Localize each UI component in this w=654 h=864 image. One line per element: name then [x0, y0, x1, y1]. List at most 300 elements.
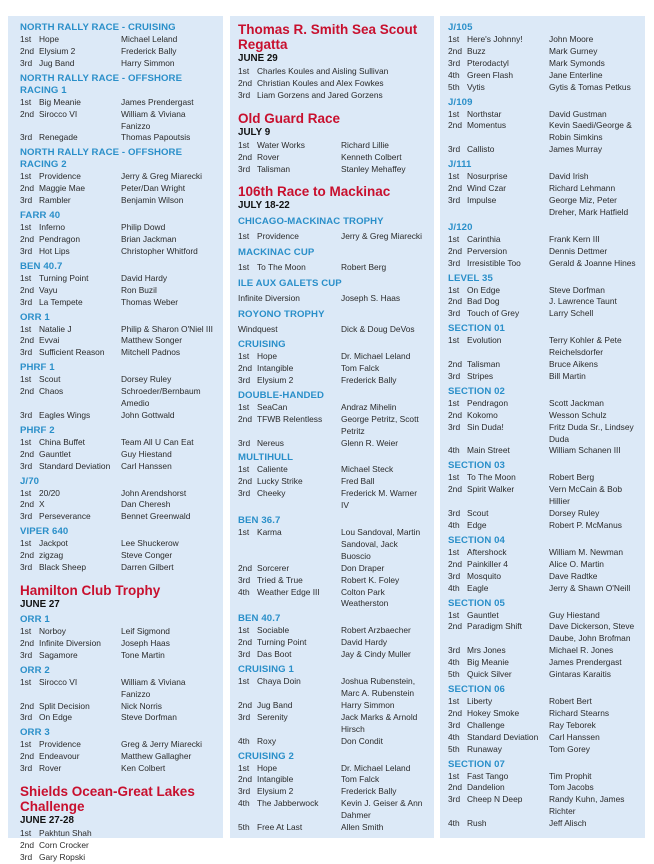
section-heading: CHICAGO-MACKINAC TROPHY [238, 216, 384, 228]
result-row [238, 351, 426, 363]
owner-name: Joshua Rubenstein, Marc A. Rubenstein [341, 676, 416, 698]
place-label: 2nd [238, 151, 252, 162]
result-row [20, 195, 215, 207]
event-title: Shields Ocean-Great Lakes Challenge [20, 784, 195, 815]
owner-name: Guy Hiestand [121, 448, 172, 459]
results-section [20, 312, 215, 360]
result-row [238, 625, 426, 637]
place-label: 1st [20, 222, 32, 233]
place-label: 1st [448, 34, 460, 44]
place-label: 2nd [238, 774, 252, 785]
result-row [448, 234, 637, 246]
place-label: 1st [20, 739, 32, 750]
owner-name: Tom Jacobs [549, 782, 594, 793]
result-row [20, 58, 215, 70]
place-label: 1st [448, 233, 460, 244]
boat-name: Vayu [39, 284, 58, 295]
owner-name: Bruce Aikens [549, 359, 598, 370]
place-label: 1st [448, 695, 460, 706]
boat-name: Elysium 2 [39, 45, 76, 56]
owner-name: Harry Simmon [121, 57, 175, 68]
place-label: 2nd [20, 550, 34, 561]
boat-name: Dandelion [467, 782, 505, 793]
place-label: 3rd [448, 645, 461, 656]
boat-name: Main Street [467, 445, 510, 456]
boat-name: SeaCan [257, 401, 288, 412]
boat-name: Chaos [39, 386, 64, 397]
boat-name: Carinthia [467, 233, 501, 244]
result-row [238, 712, 426, 736]
owner-name: Jerry & Greg Miarecki [121, 171, 202, 182]
result-row [448, 183, 637, 195]
result-row [448, 171, 637, 183]
boat-name: Pakhtun Shah [39, 828, 92, 839]
section-heading: J/105 [448, 22, 473, 33]
owner-name: Dr. Michael Leland [341, 351, 411, 362]
place-label: 2nd [20, 108, 34, 119]
result-row [448, 794, 637, 818]
owner-name: Gintaras Karaitis [549, 669, 611, 680]
result-row [238, 293, 426, 305]
result-row [20, 677, 215, 701]
result-row [448, 285, 637, 297]
results-section [448, 22, 637, 94]
place-label: 1st [448, 335, 460, 346]
place-label: 1st [20, 828, 32, 839]
owner-name: Nick Norris [121, 700, 162, 711]
place-label: 5th [448, 81, 460, 92]
owner-name: Mark Symonds [549, 57, 605, 68]
boat-name: Sirocco VI [39, 676, 78, 687]
result-row [448, 782, 637, 794]
place-label: 2nd [448, 45, 462, 56]
place-label: 4th [448, 657, 460, 668]
place-label: 2nd [448, 245, 462, 256]
section-heading: J/111 [448, 159, 472, 171]
result-row [448, 645, 637, 657]
owner-name: Matthew Gallagher [121, 751, 192, 762]
results-column-1 [8, 16, 223, 862]
owner-name: Steve Dorfman [121, 712, 177, 723]
result-row [238, 324, 426, 336]
result-row [448, 58, 637, 70]
place-label: 3rd [20, 195, 33, 206]
result-row [20, 335, 215, 347]
results-section [238, 247, 426, 274]
result-row [238, 78, 426, 90]
results-section [238, 751, 426, 834]
boat-name: Liberty [467, 695, 493, 706]
boat-name: Talisman [467, 359, 501, 370]
owner-name: James Prendergast [549, 657, 622, 668]
boat-name: Jackpot [39, 538, 68, 549]
owner-name: Randy Kuhn, James Richter [549, 794, 625, 817]
boat-name: Big Meanie [467, 657, 509, 668]
place-label: 2nd [20, 839, 34, 850]
owner-name: Dorsey Ruley [549, 508, 600, 519]
boat-name: Impulse [467, 194, 497, 205]
result-row [238, 90, 426, 102]
owner-name: Frederick Bally [341, 786, 397, 797]
event-date: JULY 9 [238, 126, 271, 138]
event-date: JUNE 27 [20, 599, 60, 610]
boat-name: China Buffet [39, 436, 85, 447]
place-label: 3rd [20, 409, 33, 420]
owner-name: David Hardy [121, 272, 168, 283]
result-row [20, 840, 215, 852]
boat-name: Mrs Jones [467, 645, 506, 656]
owner-name: Frederick Bally [341, 374, 397, 385]
place-label: 3rd [238, 163, 251, 174]
section-heading: ILE AUX GALETS CUP [238, 278, 342, 290]
place-label: 2nd [448, 120, 462, 131]
result-row [448, 296, 637, 308]
section-heading: FARR 40 [20, 210, 61, 222]
result-row [20, 550, 215, 562]
boat-name: Kokomo [467, 409, 498, 420]
result-row [20, 461, 215, 473]
results-section [20, 73, 215, 145]
result-row [20, 347, 215, 359]
result-row [238, 66, 426, 78]
boat-name: Turning Point [257, 637, 307, 648]
boat-name: Sufficient Reason [39, 347, 105, 358]
place-label: 1st [448, 397, 460, 408]
place-label: 1st [20, 171, 32, 182]
place-label: 3rd [448, 421, 461, 432]
owner-name: Richard Lehmann [549, 183, 616, 194]
boat-name: Edge [467, 520, 487, 530]
place-label: 3rd [20, 132, 33, 143]
owner-name: Tom Falck [341, 774, 380, 785]
owner-name: Benjamin Wilson [121, 195, 184, 206]
place-label: 2nd [238, 77, 252, 88]
owner-name: Vern McCain & Bob Hillier [549, 484, 623, 507]
owner-name: Mitchell Padnos [121, 347, 181, 358]
section-heading: SECTION 04 [448, 534, 505, 546]
boat-name: Weather Edge III [257, 586, 320, 597]
place-label: 2nd [238, 562, 252, 573]
owner-name: Frederick Bally [121, 45, 177, 56]
boat-name: Bad Dog [467, 296, 500, 307]
result-row [448, 744, 637, 756]
section-heading: SECTION 02 [448, 385, 505, 397]
results-section [238, 309, 426, 336]
section-heading: MULTIHULL [238, 452, 294, 464]
result-row [238, 798, 426, 822]
result-row [448, 308, 637, 320]
results-list [238, 66, 426, 102]
owner-name: William & Viviana Fanizzo [121, 676, 186, 699]
place-label: 1st [448, 284, 460, 295]
place-label: 4th [448, 445, 460, 456]
owner-name: Wesson Schulz [549, 409, 607, 420]
boat-name: Mosquito [467, 570, 501, 581]
boat-name: Hokey Smoke [467, 707, 520, 718]
section-heading: CRUISING [238, 339, 286, 351]
place-label: 2nd [448, 707, 462, 718]
result-row [20, 171, 215, 183]
owner-name: James Murray [549, 144, 603, 155]
boat-name: Das Boot [257, 649, 292, 660]
boat-name: Cheep N Deep [467, 794, 523, 805]
boat-name: Spirit Walker [467, 484, 515, 495]
result-row [238, 649, 426, 661]
place-label: 3rd [238, 786, 251, 797]
boat-name: Irresistible Too [467, 257, 521, 268]
result-row [20, 246, 215, 258]
section-heading: LEVEL 35 [448, 272, 493, 284]
section-heading: ORR 1 [20, 311, 50, 323]
owner-name: Stanley Mehaffey [341, 163, 406, 174]
result-row [20, 285, 215, 297]
result-row [20, 638, 215, 650]
owner-name: Ken Colbert [121, 763, 166, 774]
place-label: 2nd [238, 362, 252, 373]
result-row [238, 231, 426, 243]
boat-name: X [39, 499, 45, 510]
result-row [238, 575, 426, 587]
boat-name: Karma [257, 527, 282, 538]
boat-name: Fast Tango [467, 770, 509, 781]
results-section [448, 598, 637, 681]
place-label: 1st [20, 626, 32, 636]
owner-name: Richard Stearns [549, 707, 610, 718]
place-label: 2nd [448, 409, 462, 420]
place-label: 3rd [238, 649, 251, 660]
place-label: 3rd [20, 245, 33, 256]
owner-name: Lee Shuckerow [121, 538, 179, 549]
owner-name: Ron Buzil [121, 284, 157, 295]
owner-name: Tom Gorey [549, 743, 590, 754]
boat-name: Providence [39, 739, 81, 750]
owner-name: Guy Hiestand [549, 609, 600, 620]
result-row [238, 363, 426, 375]
place-label: 3rd [20, 851, 33, 862]
owner-name: Tom Falck [341, 362, 380, 373]
boat-name: Hope [257, 351, 278, 362]
result-row [20, 132, 215, 144]
result-row [238, 822, 426, 834]
boat-name: Evolution [467, 335, 502, 346]
place-label: 3rd [20, 296, 33, 307]
section-heading: ORR 3 [20, 727, 50, 739]
owner-name: Carl Hanssen [121, 460, 172, 471]
results-section [448, 386, 637, 458]
result-row [20, 626, 215, 638]
owner-name: Don Condit [341, 735, 383, 746]
place-label: 2nd [20, 45, 34, 56]
section-heading: SECTION 06 [448, 683, 505, 695]
place-label: 4th [448, 520, 460, 530]
results-section [238, 216, 426, 243]
boat-name: Serenity [257, 711, 288, 722]
owner-name: Alice O. Martin [549, 558, 604, 569]
section-heading: ORR 1 [20, 614, 50, 625]
boat-name: Wind Czar [467, 183, 507, 194]
result-row [448, 708, 637, 720]
place-label: 5th [238, 822, 250, 833]
result-row [20, 386, 215, 410]
boat-name: Liam Gorzens and Jared Gorzens [257, 89, 383, 100]
owner-name: Gytis & Tomas Petkus [549, 81, 631, 92]
owner-name: Jack Marks & Arnold Hirsch [341, 711, 418, 734]
boat-name: Talisman [257, 163, 291, 174]
place-label: 2nd [448, 558, 462, 569]
boat-name: Endeavour [39, 751, 80, 762]
place-label: 3rd [20, 460, 33, 471]
place-label: 2nd [20, 233, 34, 244]
owner-name: David Gustman [549, 108, 607, 119]
place-label: 5th [448, 669, 460, 680]
place-label: 1st [238, 66, 250, 76]
boat-name: Here's Johnny! [467, 34, 523, 44]
section-heading: NORTH RALLY RACE - OFFSHORE RACING 1 [20, 72, 183, 96]
result-row [238, 164, 426, 176]
owner-name: Dave Dickerson, Steve Daube, John Brofman [549, 621, 635, 644]
boat-name: Stripes [467, 370, 494, 381]
results-section [238, 452, 426, 512]
result-row [20, 712, 215, 724]
owner-name: George Miz, Peter Dreher, Mark Hatfield [549, 194, 629, 217]
boat-name: Gauntlet [467, 609, 499, 620]
place-label: 1st [20, 487, 32, 498]
result-row [20, 183, 215, 195]
owner-name: Steve Dorfman [549, 284, 605, 295]
section-heading: SECTION 03 [448, 460, 505, 472]
result-row [448, 559, 637, 571]
place-label: 1st [448, 108, 460, 119]
owner-name: Kevin J. Geiser & Ann Dahmer [341, 798, 423, 821]
result-row [238, 637, 426, 649]
results-section [238, 339, 426, 387]
result-row [238, 676, 426, 700]
result-row [448, 398, 637, 410]
result-row [448, 335, 637, 359]
place-label: 2nd [20, 386, 34, 397]
result-row [20, 751, 215, 763]
owner-name: Robert Berg [341, 262, 387, 273]
boat-name: Sin Duda! [467, 421, 504, 432]
result-row [448, 422, 637, 446]
owner-name: Glenn R. Weier [341, 437, 399, 448]
result-row [448, 508, 637, 520]
place-label: 1st [20, 34, 32, 44]
result-row [20, 374, 215, 386]
owner-name: Jerry & Greg Miarecki [341, 231, 422, 242]
place-label: 4th [448, 818, 460, 829]
place-label: 3rd [448, 719, 461, 730]
results-section [20, 614, 215, 662]
owner-name: Larry Schell [549, 308, 594, 319]
boat-name: On Edge [39, 712, 73, 723]
boat-name: Vytis [467, 81, 485, 92]
owner-name: Jane Enterline [549, 69, 603, 80]
boat-name: Painkiller 4 [467, 558, 508, 569]
result-row [448, 732, 637, 744]
boat-name: Pendragon [467, 397, 508, 408]
results-section [20, 526, 215, 574]
place-label: 3rd [238, 711, 251, 722]
boat-name: Hope [257, 762, 278, 773]
section-heading: BEN 40.7 [20, 260, 63, 272]
result-row [20, 701, 215, 713]
place-label: 3rd [20, 649, 33, 660]
place-label: 3rd [20, 57, 33, 68]
place-label: 1st [448, 609, 460, 620]
boat-name: La Tempete [39, 296, 83, 307]
results-section [238, 613, 426, 661]
place-label: 3rd [238, 574, 251, 585]
boat-name: Providence [257, 231, 299, 242]
boat-name: Black Sheep [39, 562, 87, 573]
place-label: 2nd [20, 183, 34, 194]
owner-name: George Petritz, Scott Petritz [341, 413, 419, 436]
place-label: 1st [448, 472, 460, 483]
result-row [238, 438, 426, 450]
section-heading: SECTION 07 [448, 758, 505, 770]
boat-name: To The Moon [467, 472, 516, 483]
place-label: 3rd [238, 374, 251, 385]
result-row [20, 34, 215, 46]
event-title: Thomas R. Smith Sea Scout Regatta [238, 22, 418, 52]
place-label: 2nd [448, 183, 462, 194]
results-section [448, 684, 637, 756]
place-label: 3rd [448, 570, 461, 581]
result-row [238, 476, 426, 488]
event-title: Old Guard Race [238, 110, 341, 126]
place-label: 3rd [238, 437, 251, 448]
result-row [448, 144, 637, 156]
boat-name: Renegade [39, 132, 78, 143]
result-row [20, 410, 215, 422]
boat-name: Providence [39, 171, 81, 182]
place-label: 2nd [20, 637, 34, 648]
place-label: 3rd [20, 511, 33, 522]
boat-name: Nereus [257, 437, 284, 448]
place-label: 1st [238, 762, 250, 773]
owner-name: Colton Park Weatherston [341, 586, 389, 609]
result-row [448, 520, 637, 532]
owner-name: Thomas Papoutsis [121, 132, 191, 143]
result-row [238, 262, 426, 274]
owner-name: William M. Newman [549, 546, 623, 557]
place-label: 1st [448, 770, 460, 781]
section-heading: J/109 [448, 96, 473, 108]
place-label: 1st [238, 676, 250, 687]
owner-name: Robert K. Foley [341, 574, 400, 585]
owner-name: Robert Berg [549, 472, 595, 483]
results-section [20, 22, 215, 70]
place-label: 3rd [448, 794, 461, 805]
owner-name: Frederick M. Warner IV [341, 488, 418, 511]
owner-name: Tone Martin [121, 649, 165, 660]
owner-name: Peter/Dan Wright [121, 183, 186, 194]
result-row [20, 234, 215, 246]
owner-name: Philip & Sharon O'Niel III [121, 323, 213, 334]
event-date: JUNE 27-28 [20, 815, 74, 827]
owner-name: Thomas Weber [121, 296, 179, 307]
owner-name: Kevin Saedi/George & Robin Simkins [549, 120, 632, 143]
place-label: 3rd [448, 508, 461, 519]
result-row [20, 828, 215, 840]
owner-name: Dennis Dettmer [549, 245, 608, 256]
result-row [20, 538, 215, 550]
boat-name: Infinite Diversion [39, 637, 101, 648]
result-row [20, 109, 215, 133]
boat-name: Pterodactyl [467, 57, 509, 68]
result-row [20, 449, 215, 461]
